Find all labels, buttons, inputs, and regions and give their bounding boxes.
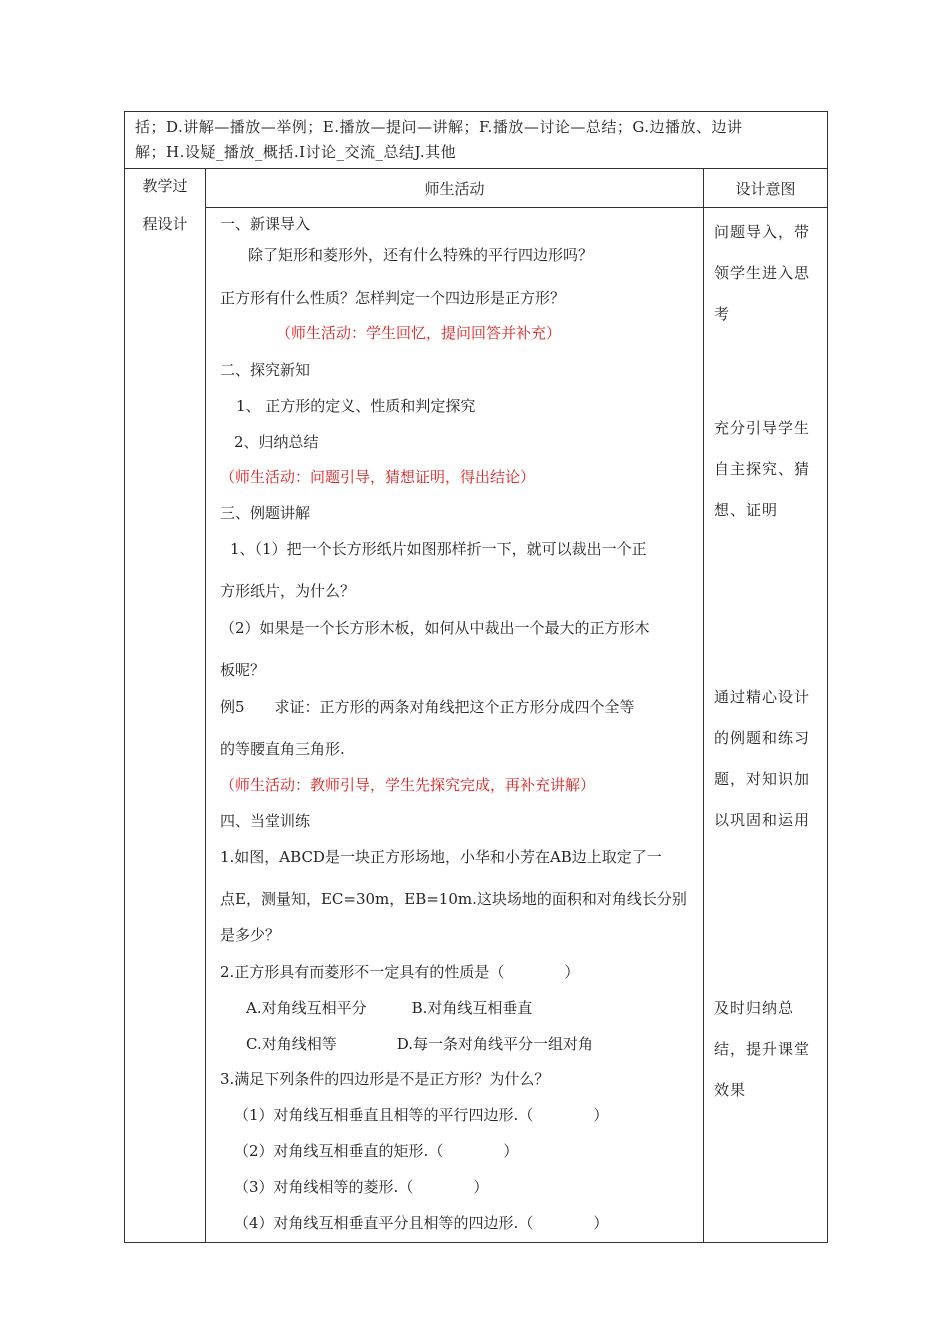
activity-line: 三、例题讲解: [220, 504, 311, 522]
activity-line: C.对角线相等 D.每一条对角线平分一组对角: [246, 1035, 593, 1053]
activity-line: 3.满足下列条件的四边形是不是正方形？为什么？: [220, 1070, 550, 1088]
activity-line: 方形纸片，为什么？: [220, 582, 356, 600]
activity-line: （4）对角线互相垂直平分且相等的四边形.（ ）: [234, 1214, 609, 1232]
activity-line: （3）对角线相等的菱形.（ ）: [234, 1178, 489, 1196]
activity-line: 四、当堂训练: [220, 812, 311, 830]
lesson-plan-table: [124, 111, 828, 1243]
activity-line: 1、 正方形的定义、性质和判定探究: [236, 397, 476, 415]
activity-line: 一、新课导入: [220, 215, 311, 233]
activity-line: 是多少？: [220, 926, 281, 944]
activity-content: [220, 208, 699, 1238]
activity-line: 1、（1）把一个长方形纸片如图那样折一下，就可以裁出一个正: [230, 540, 647, 558]
activity-header: 师生活动: [206, 169, 704, 208]
design-note: 及时归纳总结，提升课堂效果: [714, 999, 811, 1099]
intro-line-2: 解；H.设疑_播放_概括.I讨论_交流_总结J.其他: [135, 143, 457, 161]
process-label-line-1: 教学过: [142, 177, 188, 195]
activity-line: 2.正方形具有而菱形不一定具有的性质是（ ）: [220, 963, 580, 981]
activity-line: 例5 求证：正方形的两条对角线把这个正方形分成四个全等: [220, 698, 635, 716]
activity-line: （2）如果是一个长方形木板，如何从中裁出一个最大的正方形木: [220, 619, 650, 637]
design-note: 充分引导学生自主探究、猜想、证明: [714, 419, 811, 519]
activity-cell: [206, 208, 704, 1243]
process-label-line-2: 程设计: [142, 215, 188, 233]
intent-content: [714, 212, 821, 1242]
activity-line: （2）对角线互相垂直的矩形.（ ）: [234, 1142, 519, 1160]
design-note: 通过精心设计的例题和练习题，对知识加以巩固和运用: [714, 688, 811, 829]
activity-line: 板呢？: [220, 661, 266, 679]
activity-line: 2、归纳总结: [234, 433, 319, 451]
process-design-label-cell: [125, 169, 206, 1243]
content-row: [125, 208, 828, 1243]
activity-note: （师生活动：教师引导，学生先探究完成，再补充讲解）: [220, 776, 596, 794]
activity-line: 1.如图，ABCD是一块正方形场地，小华和小芳在AB边上取定了一: [220, 848, 662, 866]
design-note: 问题导入，带领学生进入思考: [714, 223, 811, 323]
method-options-cell: [125, 112, 828, 169]
activity-line: 正方形有什么性质？怎样判定一个四边形是正方形？: [220, 289, 566, 307]
activity-line: 点E，测量知，EC=30m，EB=10m.这块场地的面积和对角线长分别: [220, 890, 687, 908]
activity-line: A.对角线互相平分 B.对角线互相垂直: [246, 999, 533, 1017]
activity-line: 除了矩形和菱形外，还有什么特殊的平行四边形吗？: [248, 246, 594, 264]
intent-header: 设计意图: [704, 169, 828, 208]
activity-note: （师生活动：问题引导，猜想证明，得出结论）: [220, 468, 536, 486]
intro-line-1: 括；D.讲解—播放—举例；E.播放—提问—讲解；F.播放—讨论—总结；G.边播放、边讲: [135, 118, 743, 136]
intro-row: [125, 112, 828, 169]
activity-line: 的等腰直角三角形.: [220, 740, 345, 758]
intent-cell: [704, 208, 828, 1243]
header-row: [125, 169, 828, 208]
activity-note: （师生活动：学生回忆，提问回答并补充）: [276, 324, 562, 342]
activity-line: （1）对角线互相垂直且相等的平行四边形.（ ）: [234, 1106, 609, 1124]
activity-line: 二、探究新知: [220, 361, 311, 379]
